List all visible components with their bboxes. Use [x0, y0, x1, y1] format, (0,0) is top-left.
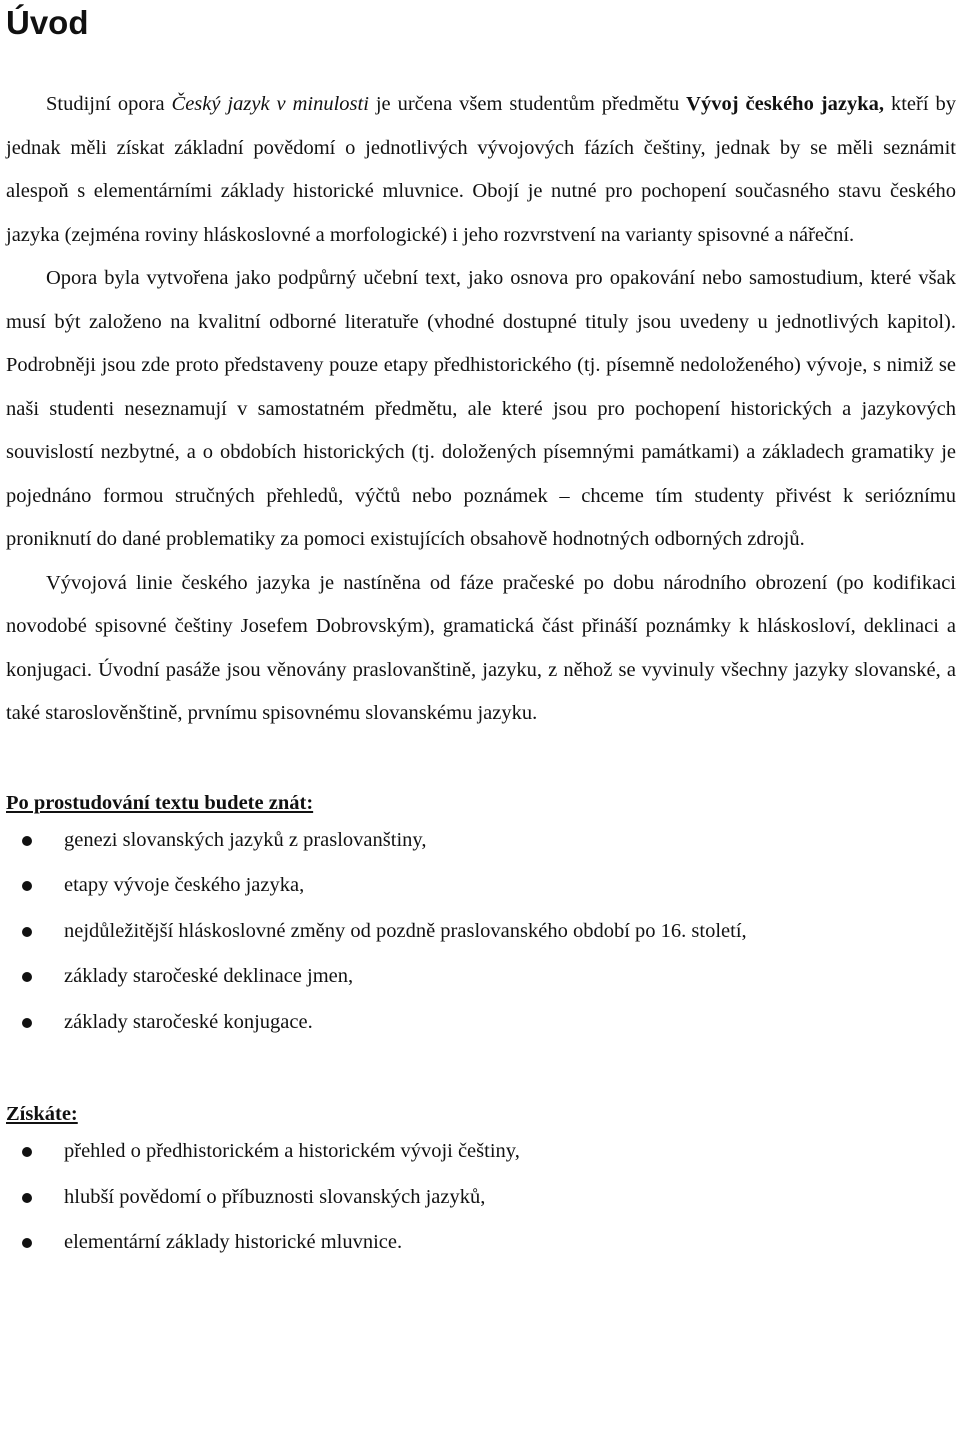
intro-paragraph-3: Vývojová linie českého jazyka je nastíněna od fáze pračeské po dobu národního obrození (po kodifikaci novodobé spisovné češtiny Josefem Dobrovským), gramatická část přináší poznámky k hláskosloví, deklinaci a konjugaci. Úvodní pasáže jsou věnovány praslovanštině, jazyku, z něhož se vyvinuly všechny jazyky slovanské, a také staroslověnštině, prvnímu spisovnému slovanskému jazyku. [6, 571, 956, 724]
bullet-icon [22, 1147, 32, 1157]
bullet-icon [22, 1018, 32, 1028]
list-item-text: základy staročeské konjugace. [64, 1010, 313, 1033]
subject-name-bold: Vývoj českého jazyka, [686, 93, 884, 115]
list-item [6, 954, 956, 1000]
list-item-text: hlubší povědomí o příbuznosti slovanských jazyků, [64, 1185, 486, 1208]
document-page [6, 0, 956, 1266]
intro-paragraph-1 [6, 83, 956, 257]
course-title-italic: Český jazyk v minulosti [171, 93, 369, 115]
list-item-text: přehled o předhistorickém a historickém vývoji češtiny, [64, 1140, 520, 1162]
list-item [6, 1175, 956, 1221]
p1-text-2: je určena všem studentům předmětu [368, 93, 687, 115]
section-title-gains: Získáte: [6, 1103, 78, 1125]
list-item [6, 1000, 956, 1046]
list-item [6, 1129, 956, 1175]
list-item-text: etapy vývoje českého jazyka, [64, 874, 305, 896]
bullet-icon [22, 836, 32, 846]
list-item-text: elementární základy historické mluvnice. [64, 1231, 403, 1253]
p1-text-1: Studijní opora [46, 93, 172, 115]
bullet-icon [22, 927, 32, 937]
list-item-text: genezi slovanských jazyků z praslovanštiny, [64, 828, 427, 851]
list-item [6, 818, 956, 864]
intro-paragraph-2: Opora byla vytvořena jako podpůrný učební text, jako osnova pro opakování nebo samostudium, které však musí být založeno na kvalitní odborné literatuře (vhodné dostupné tituly jsou uvedeny u jednotlivých kapitol). Podrobněji jsou zde proto představeny pouze etapy předhistorického (tj. písemně nedoloženého) vývoje, s nimiž se naši studenti neseznamují v samostatném předmětu, ale které jsou pro pochopení historických a jazykových souvislostí nezbytné, a o obdobích historických (tj. doložených písemnými památkami) a základech gramatiky je pojednáno formou stručných přehledů, výčtů nebo poznámek – chceme tím studenty přivést k serióznímu proniknutí do dané problematiky za pomoci existujících obsahově hodnotných odborných zdrojů. [6, 267, 956, 550]
section-title-knowledge: Po prostudování textu budete znát: [6, 791, 314, 814]
bullet-icon [22, 1193, 32, 1203]
list-item [6, 863, 956, 909]
list-item-text: nejdůležitější hláskoslovné změny od pozdně praslovanského období po 16. století, [64, 919, 747, 942]
knowledge-list [6, 818, 956, 1046]
gains-list [6, 1129, 956, 1266]
list-item-text: základy staročeské deklinace jmen, [64, 965, 354, 987]
bullet-icon [22, 881, 32, 891]
p1-text-3: kteří by jednak měli získat základní povědomí o jednotlivých vývojových fázích češtiny, jednak by se měli seznámit alespoň s elementárními základy historické mluvnice. Obojí je nutné pro pochopení současného stavu českého jazyka (zejména roviny hláskoslovné a morfologické) i jeho rozvrstvení na varianty spisovné a nářeční. [6, 93, 956, 246]
list-item [6, 909, 956, 955]
list-item [6, 1220, 956, 1266]
bullet-icon [22, 1238, 32, 1248]
bullet-icon [22, 972, 32, 982]
page-title: Úvod [6, 4, 89, 41]
